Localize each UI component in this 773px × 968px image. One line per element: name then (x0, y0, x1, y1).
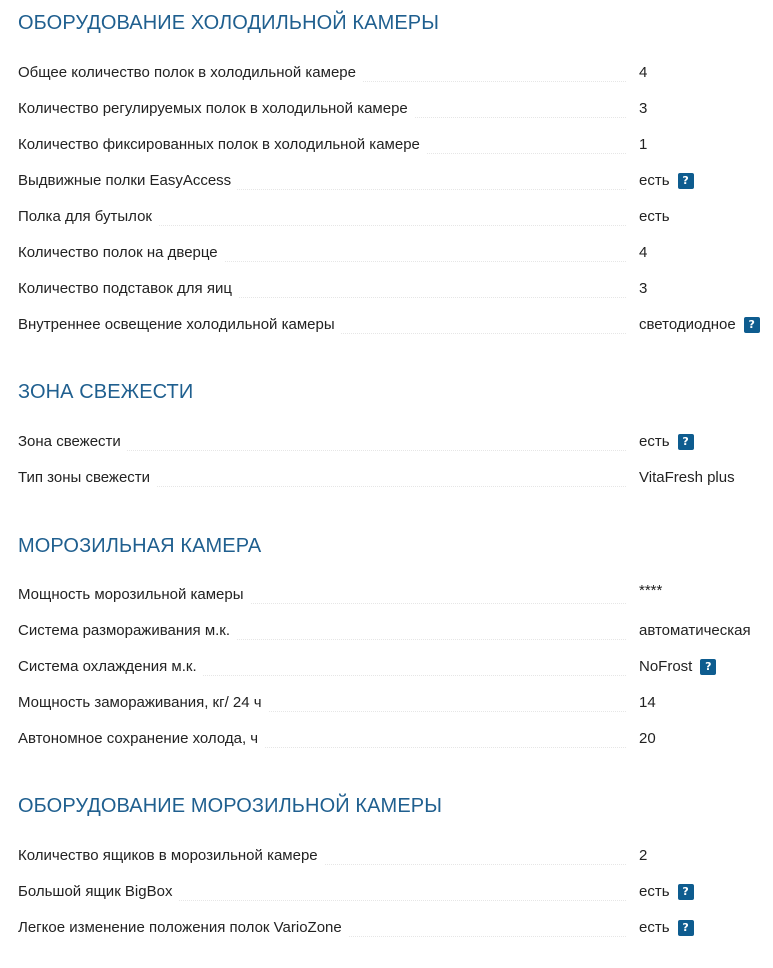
spec-value: есть (639, 208, 670, 225)
spec-value: 2 (639, 847, 648, 864)
spec-list (18, 846, 763, 954)
spec-row (18, 882, 763, 918)
spec-label: Система охлаждения м.к. (18, 657, 203, 677)
spec-value: 4 (639, 64, 648, 81)
spec-label: Количество подставок для яиц (18, 279, 238, 299)
spec-label: Мощность морозильной камеры (18, 585, 250, 605)
spec-value: 20 (639, 730, 656, 747)
spec-value: VitaFresh plus (639, 469, 735, 486)
spec-label: Зона свежести (18, 432, 127, 452)
help-icon[interactable]: ? (678, 173, 694, 189)
spec-row (18, 279, 763, 315)
spec-row (18, 243, 763, 279)
spec-row (18, 207, 763, 243)
help-icon[interactable]: ? (678, 884, 694, 900)
section-freshness-zone (18, 380, 763, 486)
help-icon[interactable]: ? (678, 920, 694, 936)
help-icon[interactable]: ? (744, 317, 760, 333)
help-icon[interactable]: ? (678, 434, 694, 450)
section-title: ОБОРУДОВАНИЕ ХОЛОДИЛЬНОЙ КАМЕРЫ (18, 12, 440, 34)
spec-row (18, 846, 763, 882)
spec-value: 3 (639, 280, 648, 297)
spec-label: Полка для бутылок (18, 207, 158, 227)
spec-row (18, 99, 763, 135)
spec-row (18, 582, 763, 621)
spec-label: Система размораживания м.к. (18, 621, 236, 641)
section-freezer-equipment (18, 794, 763, 936)
spec-value: автоматическая (639, 622, 751, 639)
spec-value: есть ? (639, 918, 694, 938)
spec-list (18, 432, 763, 504)
spec-value: 1 (639, 136, 648, 153)
spec-value: 3 (639, 100, 648, 117)
spec-value: 4 (639, 244, 648, 261)
spec-label: Большой ящик BigBox (18, 882, 178, 902)
spec-label: Количество фиксированных полок в холодильной камере (18, 135, 426, 155)
section-fridge-equipment (18, 11, 763, 333)
spec-row (18, 657, 763, 693)
spec-row (18, 135, 763, 171)
spec-label: Легкое изменение положения полок VarioZone (18, 918, 348, 938)
spec-row (18, 432, 763, 468)
spec-label: Тип зоны свежести (18, 468, 156, 488)
spec-label: Автономное сохранение холода, ч (18, 729, 264, 749)
spec-row (18, 63, 763, 99)
spec-row (18, 171, 763, 207)
spec-label: Количество регулируемых полок в холодильной камере (18, 99, 414, 119)
spec-label: Выдвижные полки EasyAccess (18, 171, 237, 191)
spec-list (18, 582, 763, 765)
spec-row (18, 621, 763, 657)
spec-list (18, 63, 763, 351)
spec-row (18, 918, 763, 954)
spec-value: светодиодное ? (639, 315, 760, 335)
spec-row (18, 729, 763, 765)
spec-value: NoFrost ? (639, 657, 716, 677)
spec-label: Количество полок на дверце (18, 243, 224, 263)
spec-row (18, 693, 763, 729)
spec-label: Количество ящиков в морозильной камере (18, 846, 324, 866)
help-icon[interactable]: ? (700, 659, 716, 675)
spec-value: есть ? (639, 882, 694, 902)
section-title: ОБОРУДОВАНИЕ МОРОЗИЛЬНОЙ КАМЕРЫ (18, 795, 442, 817)
spec-label: Мощность замораживания, кг/ 24 ч (18, 693, 268, 713)
spec-label: Общее количество полок в холодильной камере (18, 63, 362, 83)
spec-value: есть ? (639, 171, 694, 191)
spec-value: 14 (639, 694, 656, 711)
section-title: ЗОНА СВЕЖЕСТИ (18, 381, 194, 403)
section-freezer (18, 534, 763, 747)
spec-row (18, 315, 763, 351)
section-title: МОРОЗИЛЬНАЯ КАМЕРА (18, 535, 262, 557)
spec-value: **** (639, 582, 663, 599)
spec-row (18, 468, 763, 504)
spec-value: есть ? (639, 432, 694, 452)
spec-label: Внутреннее освещение холодильной камеры (18, 315, 341, 335)
